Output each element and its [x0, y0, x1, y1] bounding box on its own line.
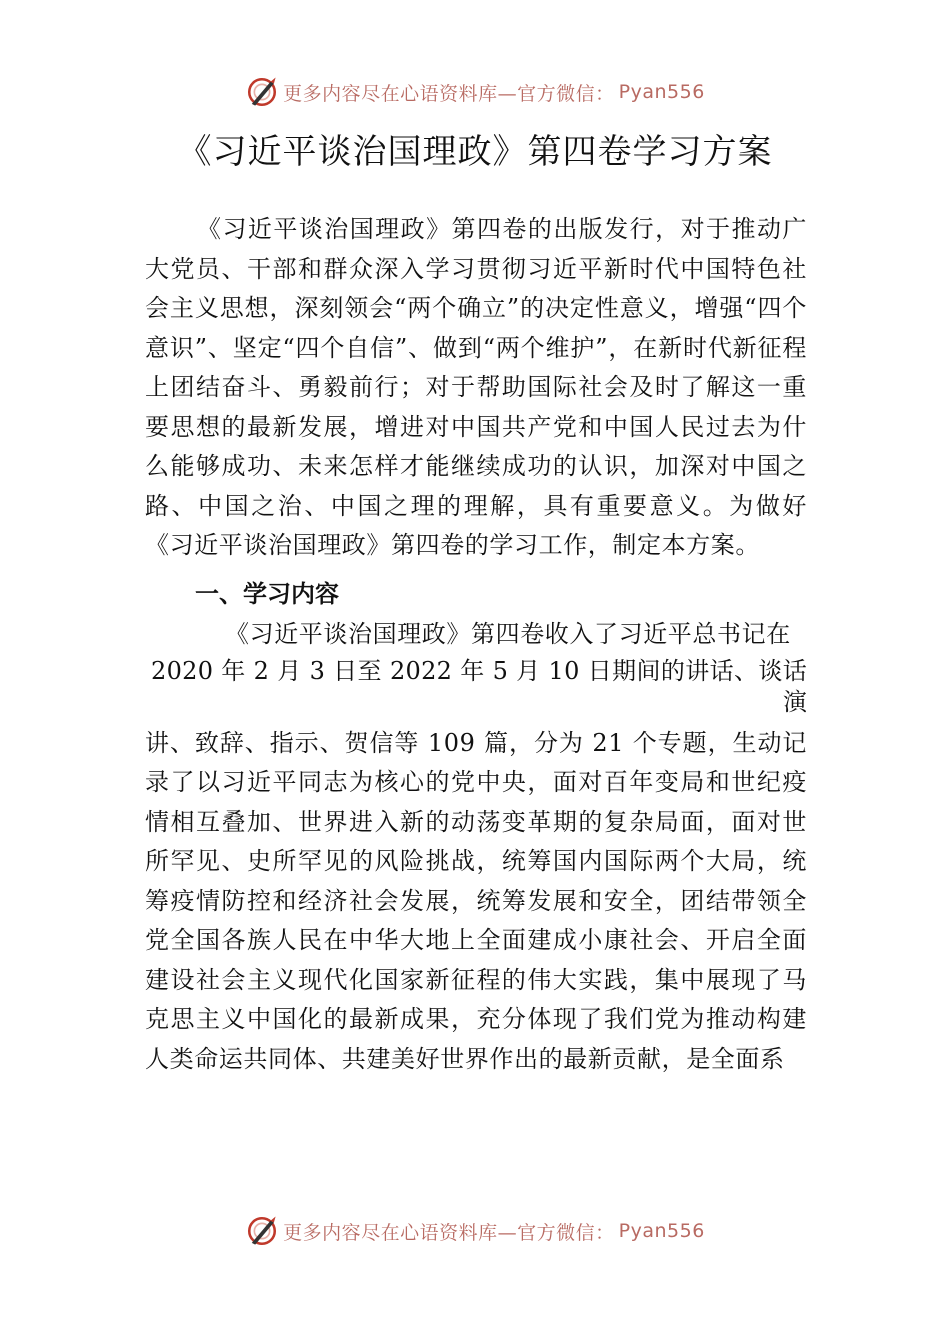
document-body: [145, 210, 807, 1079]
watermark-text: 更多内容尽在心语资料库—官方微信：: [283, 82, 615, 105]
section1-paragraph-rest: 讲、致辞、指示、贺信等 109 篇，分为 21 个专题，生动记录了以习近平同志为核心的党中央，面对百年变局和世纪疫情相互叠加、世界进入新的动荡变革期的复杂局面，面对世所罕见、史所罕见的风险挑战，统筹国内国际两个大局，统筹疫情防控和经济社会发展，统筹发展和安全，团结带领全党全国各族人民在中华大地上全面建成小康社会、开启全面建设社会主义现代化国家新征程的伟大实践，集中展现了马克思主义中国化的最新成果，充分体现了我们党为推动构建人类命运共同体、共建美好世界作出的最新贡献，是全面系: [145, 728, 807, 1073]
quill-pen-logo-icon: [245, 75, 279, 109]
watermark-wechat-id: Pyan556: [618, 81, 705, 103]
section1-date-line: 2020 年 2 月 3 日至 2022 年 5 月 10 日期间的讲话、谈话: [151, 656, 807, 685]
section1-line1: 《习近平谈治国理政》第四卷收入了习近平总书记在: [225, 619, 791, 648]
footer-watermark: [0, 1211, 950, 1251]
section-heading-study-content: 一、学习内容: [195, 579, 339, 608]
header-watermark: [0, 72, 950, 112]
section1-wrapped-char: 演: [783, 687, 807, 716]
document-title: 《习近平谈治国理政》第四卷学习方案: [177, 132, 773, 172]
watermark-text: 更多内容尽在心语资料库—官方微信：: [283, 1221, 615, 1244]
quill-pen-logo-icon: [245, 1214, 279, 1248]
watermark-wechat-id: Pyan556: [618, 1220, 705, 1242]
intro-paragraph: 《习近平谈治国理政》第四卷的出版发行，对于推动广大党员、干部和群众深入学习贯彻习近平新时代中国特色社会主义思想，深刻领会“两个确立”的决定性意义，增强“四个意识”、坚定“四个自信”、做到“两个维护”，在新时代新征程上团结奋斗、勇毅前行；对于帮助国际社会及时了解这一重要思想的最新发展，增进对中国共产党和中国人民过去为什么能够成功、未来怎样才能继续成功的认识，加深对中国之路、中国之治、中国之理的理解，具有重要意义。为做好《习近平谈治国理政》第四卷的学习工作，制定本方案。: [145, 215, 807, 559]
